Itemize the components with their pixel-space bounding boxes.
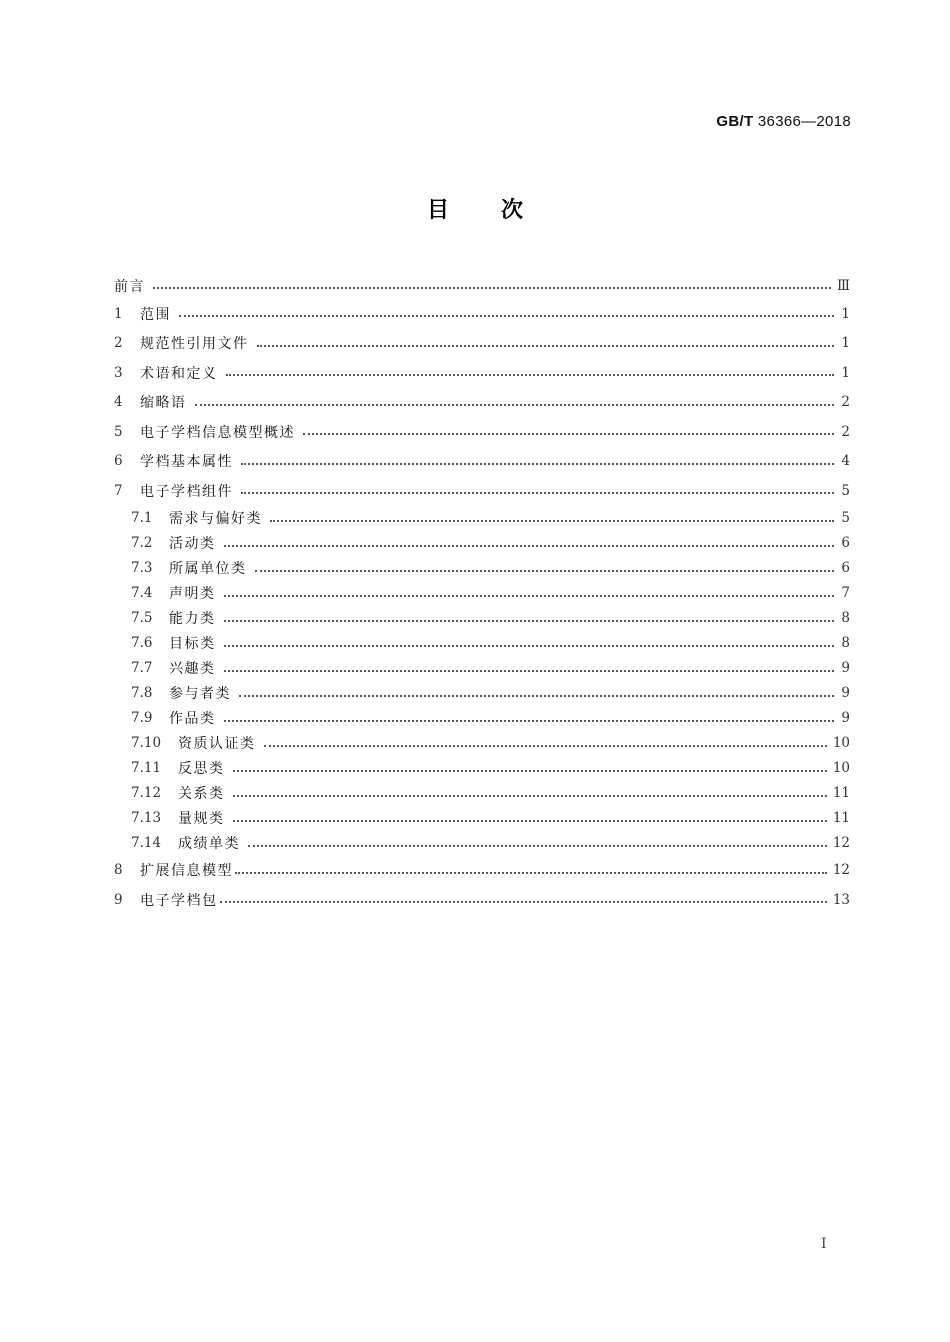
toc-entry-label: 学档基本属性 [140, 454, 233, 471]
toc-entry[interactable] [114, 856, 850, 886]
toc-entry-label: 术语和定义 [140, 365, 218, 382]
table-of-contents [114, 272, 850, 915]
dot-leader [195, 403, 835, 406]
dot-leader [264, 744, 827, 747]
toc-entry-page: 2 [841, 394, 850, 411]
toc-subentry[interactable] [114, 781, 850, 806]
toc-subentry[interactable] [114, 631, 850, 656]
dot-leader [179, 314, 834, 317]
toc-subentry[interactable] [114, 806, 850, 831]
toc-entry-number: 9 [114, 891, 123, 908]
toc-entry-page: 7 [841, 585, 850, 601]
dot-leader [153, 286, 831, 289]
toc-entry-label: 兴趣类 [169, 661, 216, 677]
dot-leader [241, 491, 834, 494]
dot-leader [241, 462, 834, 465]
toc-entry-number: 6 [114, 453, 123, 470]
toc-entry-number: 7.3 [131, 560, 153, 576]
toc-entry-number: 7.10 [131, 735, 162, 751]
toc-entry-page: 11 [832, 785, 850, 801]
dot-leader [248, 844, 827, 847]
toc-entry-number: 4 [114, 394, 123, 411]
toc-entry-number: 5 [114, 423, 123, 440]
toc-entry-label: 需求与偏好类 [169, 511, 262, 527]
dot-leader [226, 373, 835, 376]
toc-entry-page: 10 [832, 735, 850, 751]
dot-leader [224, 619, 835, 622]
toc-entry-page: 9 [841, 660, 850, 676]
toc-entry-label: 电子学档信息模型概述 [140, 424, 295, 441]
dot-leader [233, 769, 827, 772]
dot-leader [224, 544, 835, 547]
toc-entry-number: 7.4 [131, 585, 153, 601]
standard-prefix: GB/T [716, 113, 754, 130]
toc-entry-page: 6 [841, 535, 850, 551]
toc-entry-label: 作品类 [169, 711, 216, 727]
toc-entry-page: 9 [841, 685, 850, 701]
toc-entry-page: 2 [841, 423, 850, 440]
toc-entry[interactable] [114, 358, 850, 388]
toc-entry-label: 前言 [114, 278, 145, 295]
toc-entry-number: 3 [114, 364, 123, 381]
toc-entry-label: 关系类 [178, 786, 225, 802]
toc-entry-page: 4 [841, 453, 850, 470]
page-title: 目次 [426, 198, 575, 223]
toc-entry-number: 7.8 [131, 685, 153, 701]
dot-leader [235, 871, 827, 874]
toc-entry-number: 1 [114, 305, 123, 322]
standard-number: 36366—2018 [757, 113, 851, 130]
toc-entry-page: 9 [841, 710, 850, 726]
toc-entry-number: 7.9 [131, 710, 153, 726]
toc-entry-label: 声明类 [169, 586, 216, 602]
toc-entry-number: 7.14 [131, 835, 162, 851]
toc-entry-label: 活动类 [169, 536, 216, 552]
toc-entry-page: 5 [841, 510, 850, 526]
toc-subentry[interactable] [114, 831, 850, 856]
toc-entry-number: 7 [114, 482, 123, 499]
toc-entry-page: 1 [841, 335, 850, 352]
toc-entry-label: 量规类 [178, 811, 225, 827]
toc-entry-number: 7.12 [131, 785, 162, 801]
toc-entry-number: 7.7 [131, 660, 153, 676]
toc-entry[interactable] [114, 272, 850, 299]
dot-leader [257, 344, 835, 347]
toc-entry-number: 7.6 [131, 635, 153, 651]
toc-entry-label: 电子学档包 [140, 892, 218, 909]
toc-entry-page: Ⅲ [836, 277, 850, 294]
toc-entry-number: 7.2 [131, 535, 153, 551]
toc-entry-label: 参与者类 [169, 686, 231, 702]
toc-entry-page: 11 [832, 810, 850, 826]
toc-subentry[interactable] [114, 656, 850, 681]
toc-subentry[interactable] [114, 506, 850, 531]
toc-entry-label: 资质认证类 [178, 736, 256, 752]
toc-entry-label: 缩略语 [140, 395, 187, 412]
toc-entry-label: 反思类 [178, 761, 225, 777]
toc-subentry[interactable] [114, 706, 850, 731]
dot-leader [224, 594, 835, 597]
toc-entry-number: 2 [114, 335, 123, 352]
toc-subentry[interactable] [114, 756, 850, 781]
dot-leader [255, 569, 835, 572]
toc-entry-number: 7.13 [131, 810, 162, 826]
dot-leader [303, 432, 834, 435]
toc-subentry[interactable] [114, 531, 850, 556]
toc-subentry[interactable] [114, 606, 850, 631]
dot-leader [233, 794, 827, 797]
toc-entry-page: 10 [832, 760, 850, 776]
toc-entry-label: 规范性引用文件 [140, 336, 249, 353]
toc-subentry[interactable] [114, 681, 850, 706]
standard-code [716, 113, 851, 130]
toc-entry[interactable] [114, 885, 850, 915]
toc-entry-page: 5 [841, 482, 850, 499]
dot-leader [224, 669, 835, 672]
toc-entry-page: 6 [841, 560, 850, 576]
toc-entry-number: 7.5 [131, 610, 153, 626]
page-number: Ⅰ [821, 1236, 827, 1252]
dot-leader [220, 900, 827, 903]
toc-entry-number: 7.1 [131, 510, 153, 526]
toc-entry-label: 能力类 [169, 611, 216, 627]
toc-subentry[interactable] [114, 581, 850, 606]
toc-entry-page: 13 [832, 891, 850, 908]
toc-entry-number: 8 [114, 862, 123, 879]
toc-entry-page: 8 [841, 635, 850, 651]
toc-entry[interactable] [114, 299, 850, 329]
toc-entry-page: 12 [832, 835, 850, 851]
toc-entry-number: 7.11 [131, 760, 162, 776]
toc-entry-page: 8 [841, 610, 850, 626]
toc-entry-page: 1 [841, 364, 850, 381]
toc-entry-label: 电子学档组件 [140, 483, 233, 500]
toc-entry[interactable] [114, 388, 850, 418]
toc-entry-label: 目标类 [169, 636, 216, 652]
dot-leader [270, 519, 834, 522]
toc-entry[interactable] [114, 417, 850, 447]
toc-entry-label: 成绩单类 [178, 836, 240, 852]
toc-subentry[interactable] [114, 731, 850, 756]
toc-entry[interactable] [114, 447, 850, 477]
dot-leader [233, 819, 827, 822]
toc-entry-label: 扩展信息模型 [140, 863, 233, 880]
toc-entry-page: 1 [841, 305, 850, 322]
toc-entry-page: 12 [832, 862, 850, 879]
dot-leader [224, 644, 835, 647]
toc-entry-label: 范围 [140, 306, 171, 323]
toc-entry[interactable] [114, 329, 850, 359]
toc-entry[interactable] [114, 476, 850, 506]
toc-subentry[interactable] [114, 556, 850, 581]
dot-leader [239, 694, 834, 697]
toc-entry-label: 所属单位类 [169, 561, 247, 577]
dot-leader [224, 719, 835, 722]
